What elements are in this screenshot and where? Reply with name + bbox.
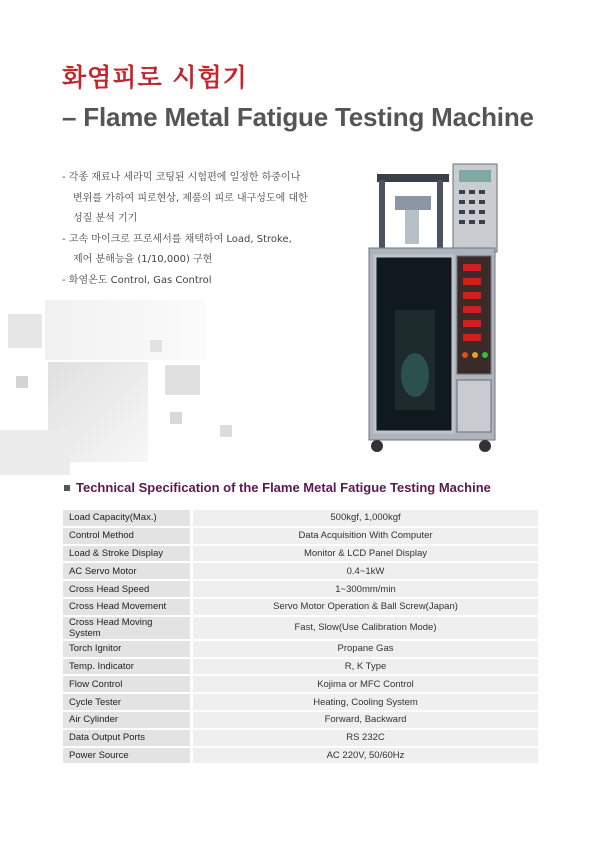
table-row [63, 694, 538, 710]
spec-value: AC 220V, 50/60Hz [190, 748, 538, 764]
table-row [63, 546, 538, 562]
bullet-line: 성질 분석 기기 [73, 213, 138, 224]
bullet-line: - 화염온도 Control, Gas Control [62, 274, 212, 286]
spec-key: Control Method [63, 528, 190, 544]
spec-key: Flow Control [63, 676, 190, 692]
spec-key: Torch Ignitor [63, 641, 190, 657]
spec-table [63, 508, 538, 765]
page-title-english: – Flame Metal Fatigue Testing Machine [62, 102, 534, 132]
spec-value: Heating, Cooling System [190, 694, 538, 710]
bullet-line: 제어 분해능을 (1/10,000) 구현 [73, 254, 213, 265]
table-row [63, 510, 538, 526]
spec-key: Cross Head Moving System [63, 617, 190, 639]
spec-key: Cross Head Speed [63, 581, 190, 597]
spec-key: Power Source [63, 748, 190, 764]
bullet-line: - 고속 마이크로 프로세서를 채택하여 Load, Stroke, [62, 233, 292, 245]
heading-bullet-icon [64, 485, 70, 491]
bullet-line: 변위를 가하여 피로현상, 제품의 피로 내구성도에 대한 [73, 192, 308, 204]
spec-key: Temp. Indicator [63, 659, 190, 675]
spec-value: Data Acquisition With Computer [190, 528, 538, 544]
table-row [63, 730, 538, 746]
spec-key: Air Cylinder [63, 712, 190, 728]
spec-value: 0.4~1kW [190, 563, 538, 579]
table-row [63, 676, 538, 692]
table-row [63, 659, 538, 675]
spec-key: Load & Stroke Display [63, 546, 190, 562]
spec-key: AC Servo Motor [63, 563, 190, 579]
table-row [63, 528, 538, 544]
table-row [63, 617, 538, 639]
spec-value: 500kgf, 1,000kgf [190, 510, 538, 526]
table-row [63, 748, 538, 764]
spec-value: Monitor & LCD Panel Display [190, 546, 538, 562]
spec-value: Forward, Backward [190, 712, 538, 728]
spec-key: Cycle Tester [63, 694, 190, 710]
spec-value: RS 232C [190, 730, 538, 746]
bullet-line: - 각종 재료나 세라믹 코팅된 시험편에 일정한 하중이나 [62, 172, 301, 183]
spec-value: Fast, Slow(Use Calibration Mode) [190, 617, 538, 639]
feature-bullets [62, 168, 362, 291]
spec-heading [64, 480, 491, 495]
spec-key: Load Capacity(Max.) [63, 510, 190, 526]
table-row [63, 581, 538, 597]
spec-value: 1~300mm/min [190, 581, 538, 597]
spec-heading-text: Technical Specification of the Flame Metal Fatigue Testing Machine [76, 480, 491, 495]
testing-machine-image [365, 160, 510, 455]
spec-value: Propane Gas [190, 641, 538, 657]
table-row [63, 563, 538, 579]
page-title-korean: 화염피로 시험기 [62, 63, 248, 92]
table-row [63, 712, 538, 728]
spec-key: Cross Head Movement [63, 599, 190, 615]
table-row [63, 599, 538, 615]
spec-value: Servo Motor Operation & Ball Screw(Japan) [190, 599, 538, 615]
spec-value: Kojima or MFC Control [190, 676, 538, 692]
decorative-squares [0, 300, 260, 480]
table-row [63, 641, 538, 657]
spec-value: R, K Type [190, 659, 538, 675]
spec-key: Data Output Ports [63, 730, 190, 746]
